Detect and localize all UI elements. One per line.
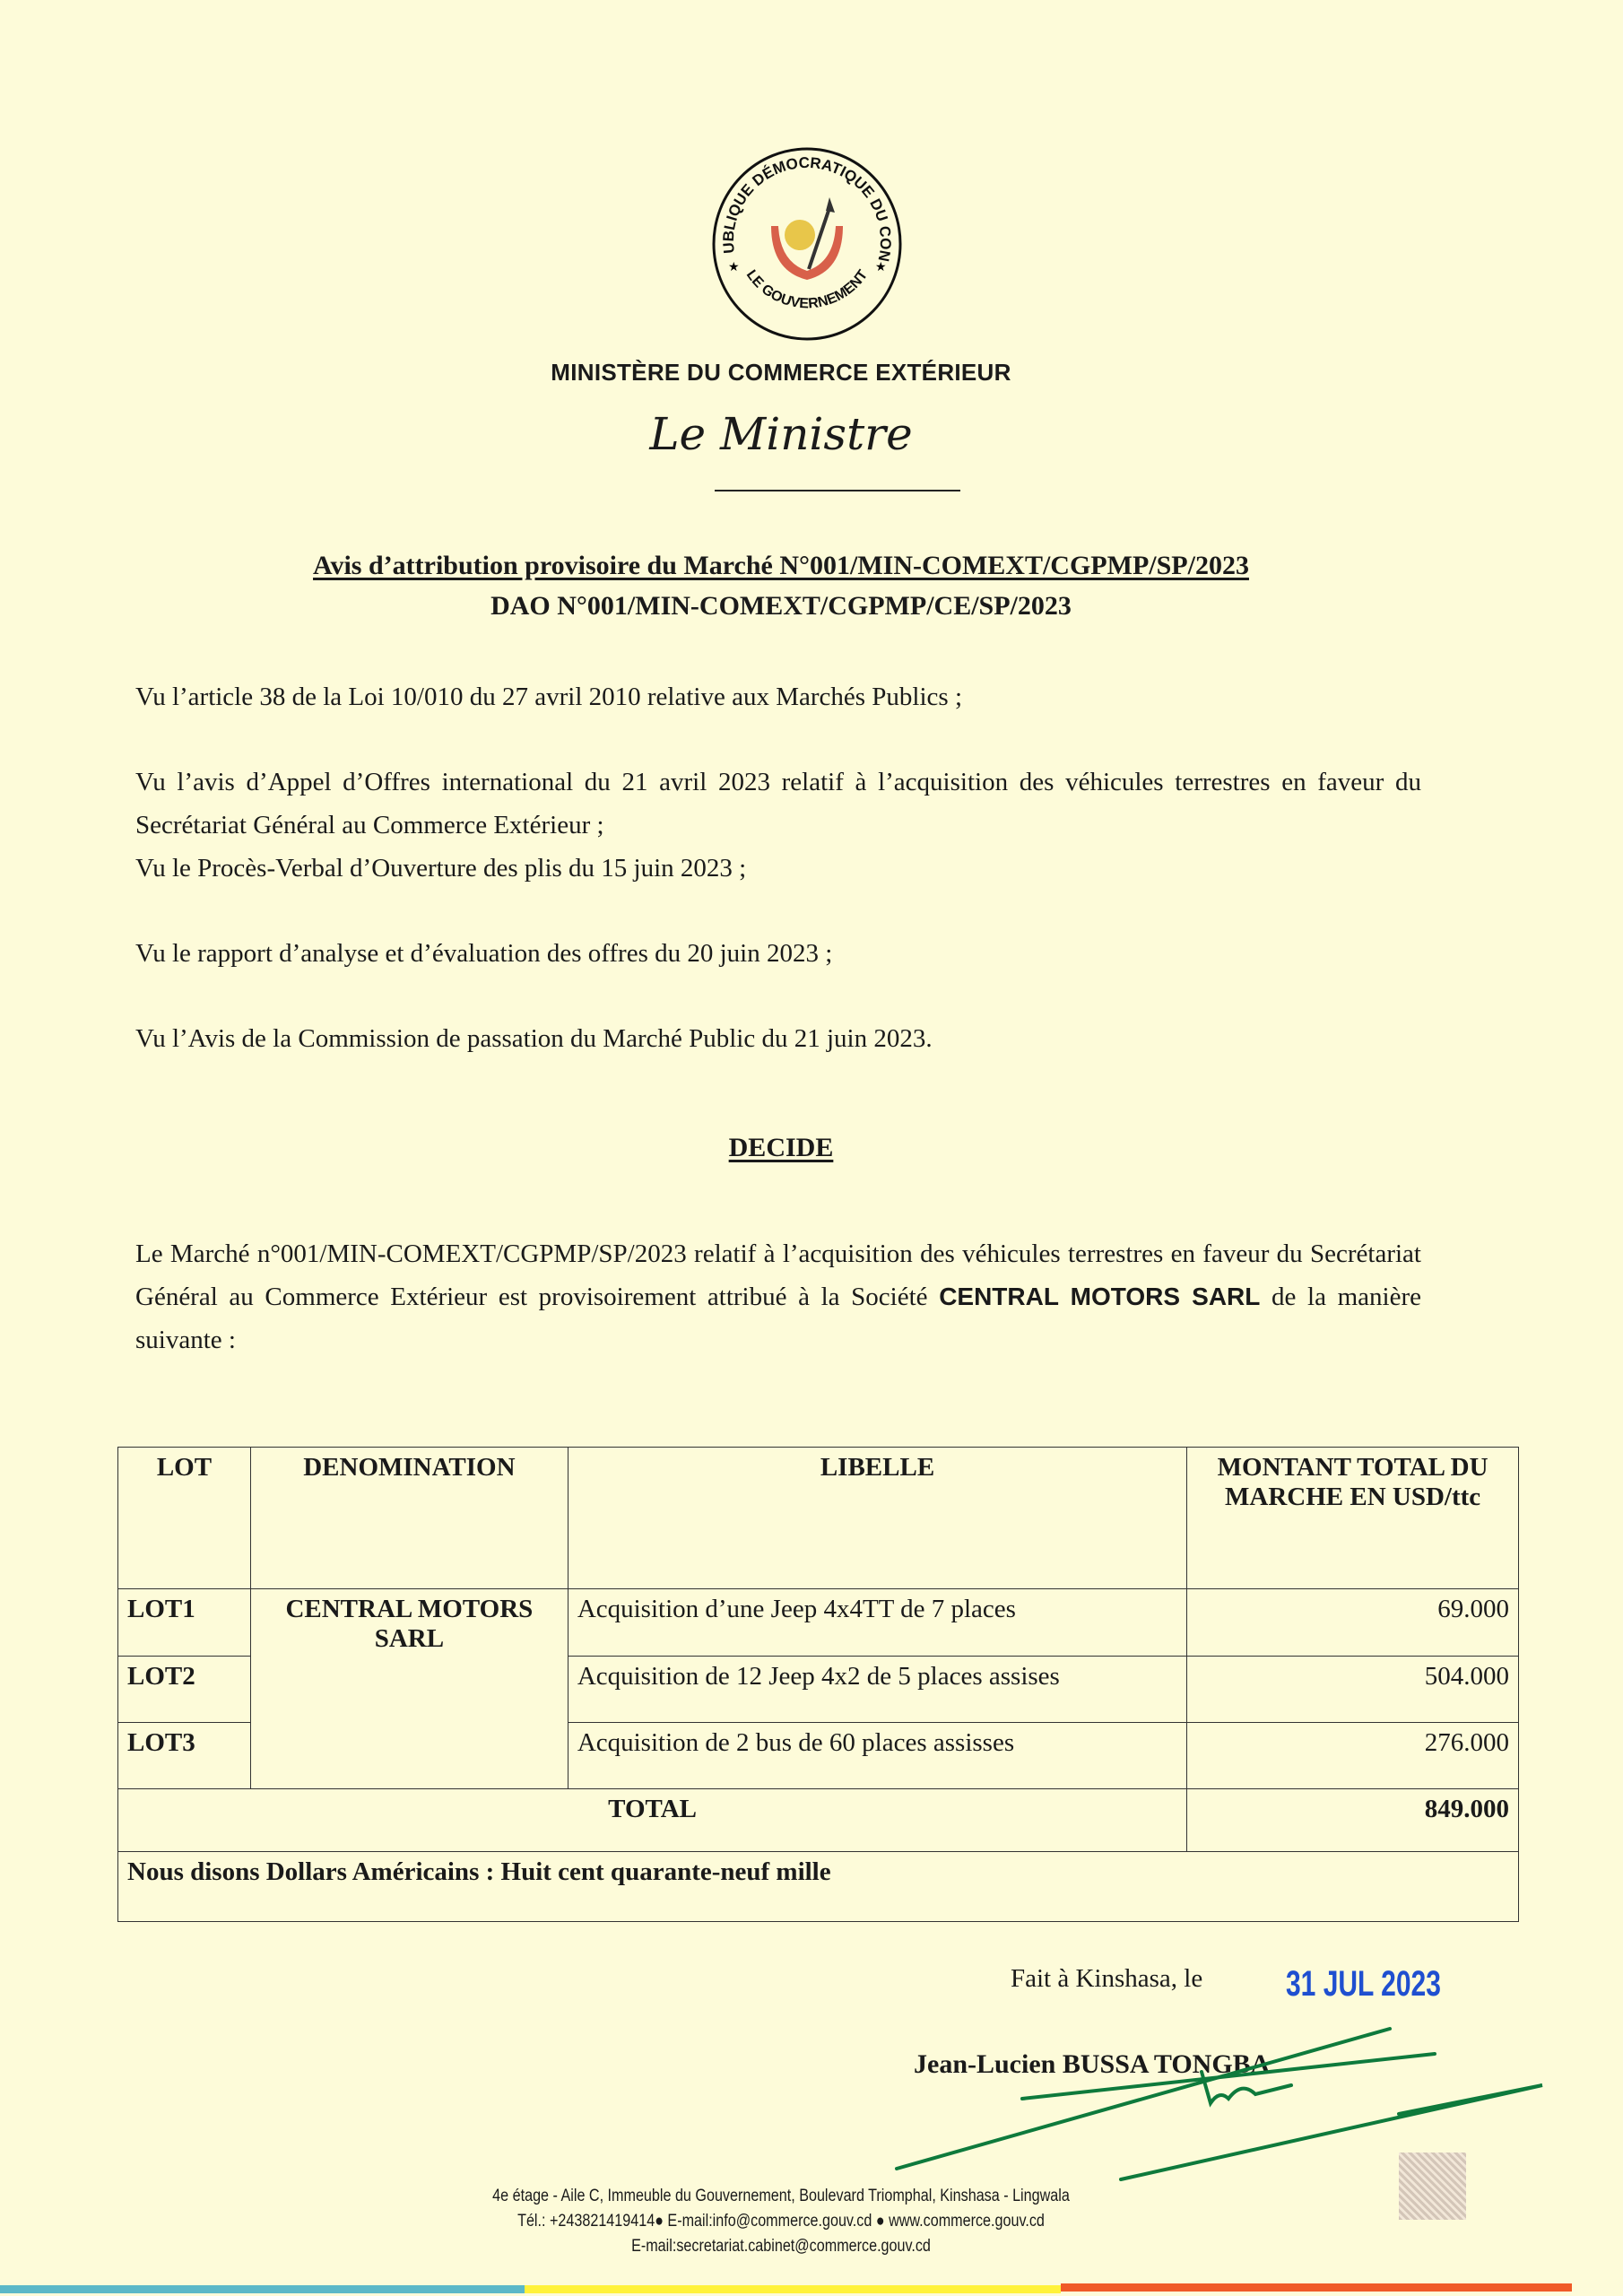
consideration: Vu le Procès-Verbal d’Ouverture des plis du 15 juin 2023 ; [135, 854, 747, 883]
denomination-cell: CENTRAL MOTORS SARL [250, 1589, 568, 1789]
libelle-cell: Acquisition d’une Jeep 4x4TT de 7 places [568, 1589, 1186, 1657]
header-libelle: LIBELLE [568, 1448, 1186, 1589]
header-lot: LOT [118, 1448, 251, 1589]
lot-cell: LOT2 [118, 1657, 251, 1723]
place-date-label: Fait à Kinshasa, le [1011, 1964, 1203, 1993]
date-stamp: 31 JUL 2023 [1286, 1964, 1441, 2004]
amount-cell: 504.000 [1187, 1657, 1519, 1723]
decision-tail: de la manière suivante : [135, 1283, 1421, 1354]
company-name: CENTRAL MOTORS SARL [939, 1283, 1261, 1310]
footer-email: E-mail:secretariat.cabinet@commerce.gouv.cd [631, 2237, 931, 2256]
signatory-name: Jean-Lucien BUSSA TONGBA [914, 2049, 1271, 2079]
amount-cell: 69.000 [1187, 1589, 1519, 1657]
consideration: Vu l’Avis de la Commission de passation du Marché Public du 21 juin 2023. [135, 1024, 933, 1053]
dao-reference: DAO N°001/MIN-COMEXT/CGPMP/CE/SP/2023 [490, 591, 1072, 621]
libelle-cell: Acquisition de 12 Jeep 4x2 de 5 places assises [568, 1657, 1186, 1723]
flag-stripe-blue [0, 2285, 525, 2293]
amount-cell: 276.000 [1187, 1723, 1519, 1789]
lot-cell: LOT1 [118, 1589, 251, 1657]
consideration: Vu l’article 38 de la Loi 10/010 du 27 avril 2010 relative aux Marchés Publics ; [135, 683, 962, 711]
amount-in-words: Nous disons Dollars Américains : Huit cent quarante-neuf mille [118, 1852, 1519, 1922]
office-title: Le Ministre [649, 408, 913, 460]
svg-text:LE GOUVERNEMENT: LE GOUVERNEMENT [742, 267, 872, 312]
total-value: 849.000 [1187, 1789, 1519, 1852]
svg-text:★: ★ [875, 261, 887, 274]
svg-text:★: ★ [728, 261, 740, 274]
notice-title: Avis d’attribution provisoire du Marché N°001/MIN-COMEXT/CGPMP/SP/2023 [313, 551, 1249, 580]
lot-cell: LOT3 [118, 1723, 251, 1789]
consideration: Vu l’avis d’Appel d’Offres international du 21 avril 2023 relatif à l’acquisition des véhicules terrestres en faveur du Secrétariat Général au Commerce Extérieur ; [135, 768, 1421, 839]
footer-contact: Tél.: +243821419414● E-mail:info@commerce.gouv.cd ● www.commerce.gouv.cd [517, 2212, 1045, 2231]
footer-address: 4e étage - Aile C, Immeuble du Gouvernement, Boulevard Triomphal, Kinshasa - Lingwala [492, 2187, 1070, 2205]
decide-heading: DECIDE [728, 1133, 834, 1162]
consideration: Vu le rapport d’analyse et d’évaluation des offres du 20 juin 2023 ; [135, 939, 833, 968]
decision-text: Le Marché n°001/MIN-COMEXT/CGPMP/SP/2023 relatif à l’acquisition des véhicules terrestres en faveur du Secrétariat Général au Commerce Extérieur est provisoirement attribué à la Société [135, 1239, 1421, 1311]
svg-text:RÉPUBLIQUE DÉMOCRATIQUE DU CON: UBLIQUE DÉMOCRATIQUE DU CON [719, 153, 895, 264]
ministry-name: MINISTÈRE DU COMMERCE EXTÉRIEUR [551, 359, 1011, 386]
header-montant: MONTANT TOTAL DU MARCHE EN USD/ttc [1187, 1448, 1519, 1589]
header-denomination: DENOMINATION [250, 1448, 568, 1589]
libelle-cell: Acquisition de 2 bus de 60 places assisses [568, 1723, 1186, 1789]
flag-stripe-red [1061, 2283, 1572, 2292]
flag-stripe-yellow [525, 2285, 1061, 2293]
total-label: TOTAL [118, 1789, 1187, 1852]
